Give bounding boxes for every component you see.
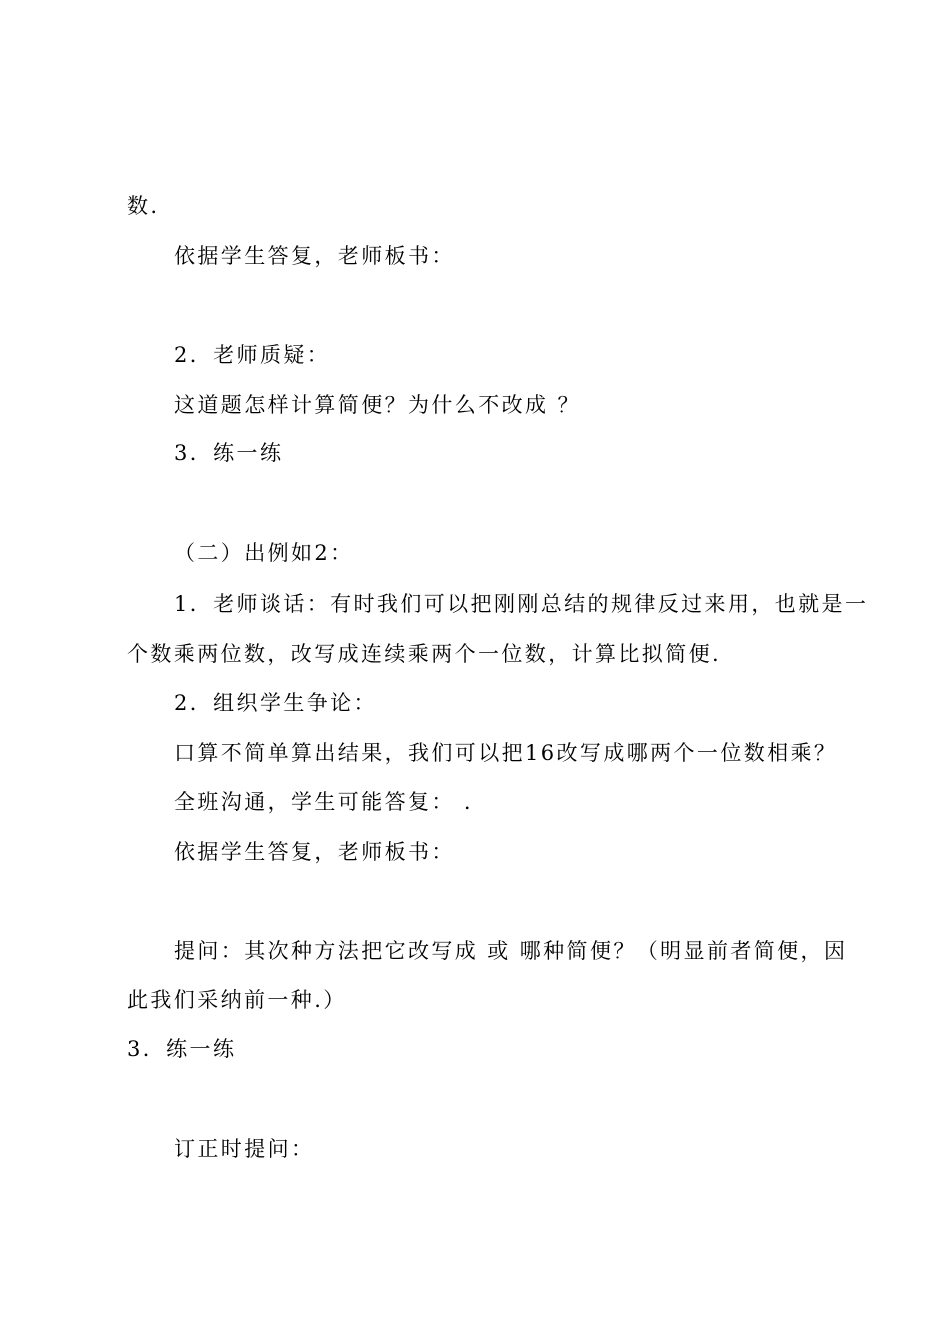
text-line: 个数乘两位数，改写成连续乘两个一位数，计算比拟简便. xyxy=(127,642,722,666)
text-line: 2．组织学生争论： xyxy=(174,691,377,715)
text-line: 1．老师谈话：有时我们可以把刚刚总结的规律反过来用，也就是一 xyxy=(174,592,869,616)
text-line: 依据学生答复，老师板书： xyxy=(174,244,455,268)
text-line: 2．老师质疑： xyxy=(174,343,331,367)
text-line: 3．练一练 xyxy=(127,1037,237,1061)
text-line: 3．练一练 xyxy=(174,441,284,465)
text-line: 全班沟通，学生可能答复： . xyxy=(174,790,473,814)
text-line: 订正时提问： xyxy=(174,1137,315,1161)
text-line: 这道题怎样计算简便？为什么不改成 ？ xyxy=(174,393,581,417)
text-line: （二）出例如2： xyxy=(174,541,354,565)
text-line: 提问：其次种方法把它改写成 或 哪种简便？（明显前者简便，因 xyxy=(174,939,848,963)
text-line: 口算不简单算出结果，我们可以把16改写成哪两个一位数相乘？ xyxy=(174,741,838,765)
text-line: 此我们采纳前一种.） xyxy=(127,988,347,1012)
text-line: 数. xyxy=(127,194,160,218)
text-line: 依据学生答复，老师板书： xyxy=(174,840,455,864)
